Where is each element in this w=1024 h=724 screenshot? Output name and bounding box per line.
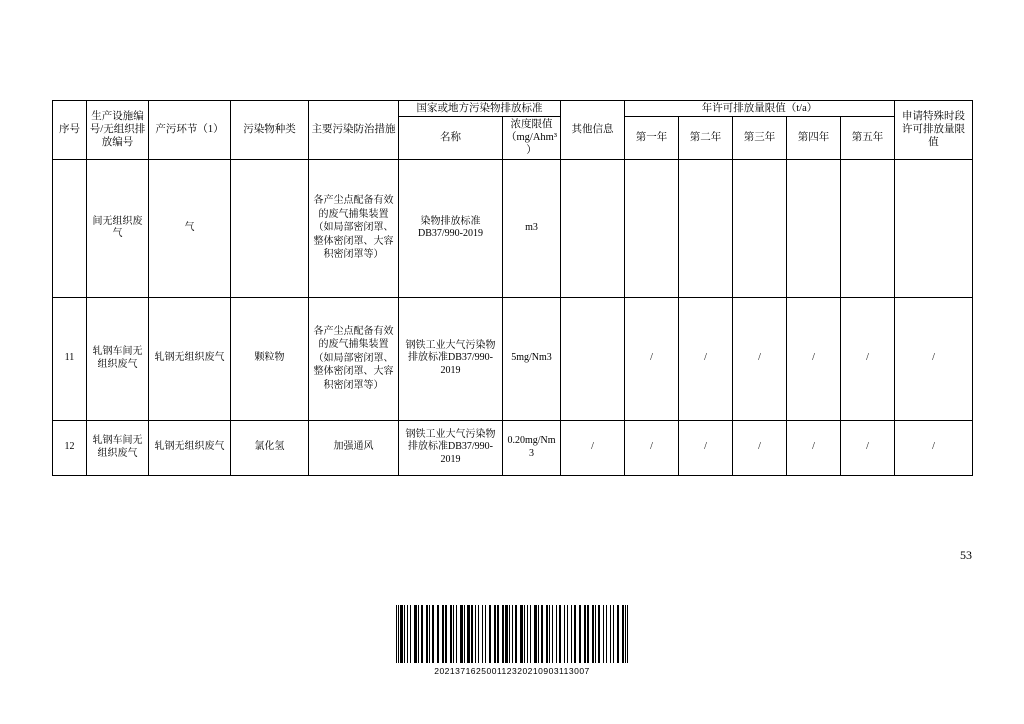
header-year2: 第二年 <box>679 117 733 159</box>
cell-concentration-limit: 5mg/Nm3 <box>503 297 561 420</box>
header-year5: 第五年 <box>841 117 895 159</box>
header-seq: 序号 <box>53 101 87 160</box>
barcode-text: 202137162500112320210903113007 <box>434 666 590 676</box>
cell-facility-no: 间无组织废气 <box>87 159 149 297</box>
cell-standard-name: 钢铁工业大气污染物排放标准DB37/990-2019 <box>399 420 503 475</box>
header-year4: 第四年 <box>787 117 841 159</box>
page-number: 53 <box>960 548 972 562</box>
cell-facility-no: 轧钢车间无组织废气 <box>87 297 149 420</box>
cell-year1: / <box>625 297 679 420</box>
cell-other-info <box>561 297 625 420</box>
header-year1: 第一年 <box>625 117 679 159</box>
table-row <box>53 420 973 475</box>
cell-control-measure: 加强通风 <box>309 420 399 475</box>
cell-seq: 12 <box>53 420 87 475</box>
cell-concentration-limit: 0.20mg/Nm3 <box>503 420 561 475</box>
cell-year5 <box>841 159 895 297</box>
cell-standard-name: 染物排放标准DB37/990-2019 <box>399 159 503 297</box>
cell-control-measure: 各产尘点配备有效的废气捕集装置（如局部密闭罩、整体密闭罩、大容积密闭罩等） <box>309 297 399 420</box>
cell-process-link: 气 <box>149 159 231 297</box>
cell-pollutant-type: 氯化氢 <box>231 420 309 475</box>
cell-other-info: / <box>561 420 625 475</box>
cell-year2: / <box>679 420 733 475</box>
cell-process-link: 轧钢无组织废气 <box>149 420 231 475</box>
cell-year3 <box>733 159 787 297</box>
cell-facility-no: 轧钢车间无组织废气 <box>87 420 149 475</box>
header-special-period: 申请特殊时段许可排放量限值 <box>895 101 973 160</box>
cell-process-link: 轧钢无组织废气 <box>149 297 231 420</box>
cell-pollutant-type: 颗粒物 <box>231 297 309 420</box>
header-annual-limit-group: 年许可排放量限值（t/a） <box>625 101 895 117</box>
cell-special-period <box>895 159 973 297</box>
cell-year4 <box>787 159 841 297</box>
cell-year1 <box>625 159 679 297</box>
cell-standard-name: 钢铁工业大气污染物排放标准DB37/990-2019 <box>399 297 503 420</box>
table-header-row-1 <box>53 101 973 117</box>
cell-year4: / <box>787 297 841 420</box>
cell-other-info <box>561 159 625 297</box>
header-pollutant-type: 污染物种类 <box>231 101 309 160</box>
header-year3: 第三年 <box>733 117 787 159</box>
cell-seq: 11 <box>53 297 87 420</box>
cell-seq <box>53 159 87 297</box>
header-facility-no: 生产设施编号/无组织排放编号 <box>87 101 149 160</box>
cell-year2 <box>679 159 733 297</box>
cell-control-measure: 各产尘点配备有效的废气捕集装置（如局部密闭罩、整体密闭罩、大容积密闭罩等） <box>309 159 399 297</box>
header-process-link: 产污环节（1） <box>149 101 231 160</box>
emission-permit-table-container <box>52 100 972 476</box>
barcode-block <box>0 592 1024 676</box>
header-standard-group: 国家或地方污染物排放标准 <box>399 101 561 117</box>
cell-year5: / <box>841 297 895 420</box>
header-concentration-limit: 浓度限值（mg/Ahm³） <box>503 117 561 159</box>
barcode-image <box>396 605 629 663</box>
header-other-info: 其他信息 <box>561 101 625 160</box>
cell-year3: / <box>733 420 787 475</box>
cell-year5: / <box>841 420 895 475</box>
emission-permit-table <box>52 100 973 476</box>
table-row <box>53 159 973 297</box>
cell-year4: / <box>787 420 841 475</box>
cell-year1: / <box>625 420 679 475</box>
cell-year3: / <box>733 297 787 420</box>
cell-special-period: / <box>895 420 973 475</box>
header-control-measure: 主要污染防治措施 <box>309 101 399 160</box>
cell-concentration-limit: m3 <box>503 159 561 297</box>
cell-pollutant-type <box>231 159 309 297</box>
cell-year2: / <box>679 297 733 420</box>
header-standard-name: 名称 <box>399 117 503 159</box>
cell-special-period: / <box>895 297 973 420</box>
table-row <box>53 297 973 420</box>
